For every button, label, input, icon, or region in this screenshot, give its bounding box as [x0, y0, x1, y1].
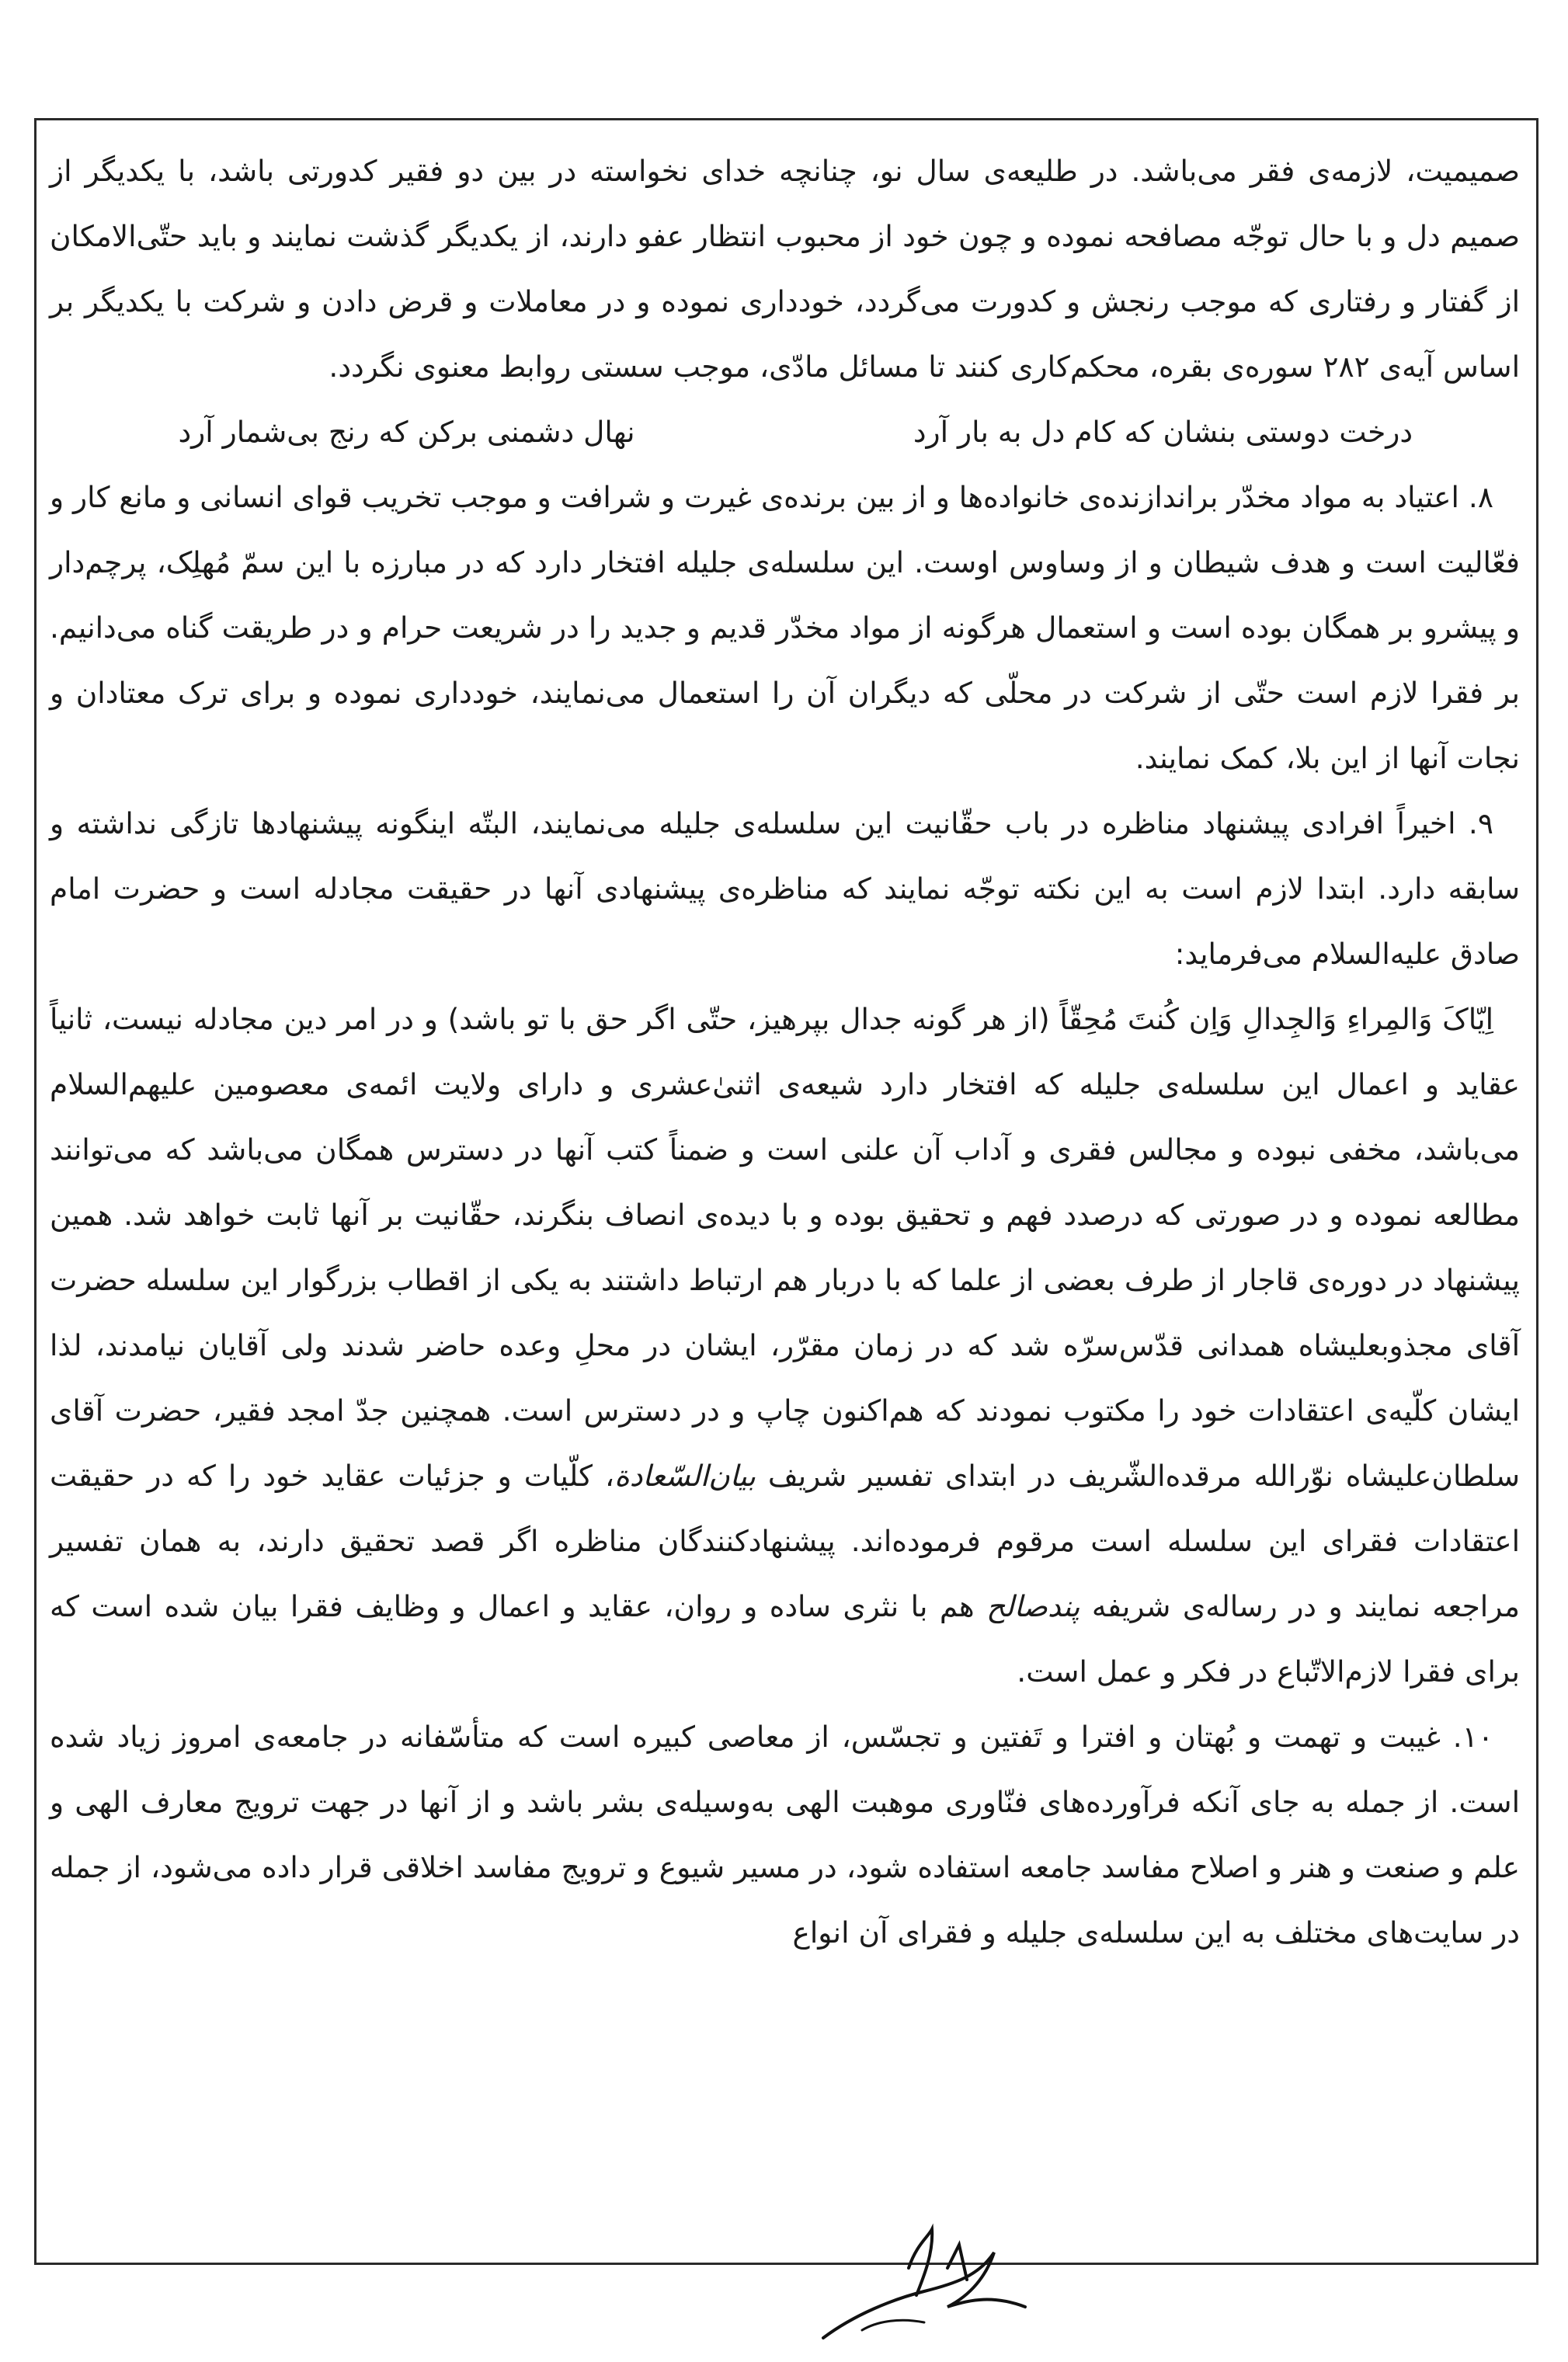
book-title-bayan: بیان‌السّعادة [614, 1459, 756, 1493]
paragraph-9-text-4: هم با نثری ساده و روان، عقاید و اعمال و وظایف فقرا بیان شده است که برای فقرا لازم‌الاتّباع در فکر و عمل است. [50, 1589, 1520, 1689]
hadith-quote: اِیّاکَ وَالمِراءِ وَالجِدالِ وَاِن کُنتَ مُحِقّاً [1059, 1002, 1493, 1036]
document-body [50, 138, 1520, 1965]
verse-second-hemistich: نهال دشمنی برکن که رنج بی‌شمار آرد [178, 415, 635, 449]
paragraph-9-text-2: در ابتدای تفسیر شریف [755, 1459, 1069, 1493]
paragraph-8: ۸. اعتیاد به مواد مخدّر براندازنده‌ی خانواده‌ها و از بین برنده‌ی غیرت و شرافت و موجب تخریب قوای انسانی و مانع کار و فعّالیت است و هدف شیطان و از وساوس اوست. این سلسله‌ی جلیله افتخار دارد که در مبارزه با این سمّ مُهلِک، پرچم‌دار و پیشرو بر همگان بوده است و استعمال هرگونه از مواد مخدّر قدیم و جدید را در شریعت حرام و در طریقت گناه می‌دانیم. بر فقرا لازم است حتّی از شرکت در محلّی که دیگران آن را استعمال می‌نمایند، خودداری نموده و برای ترک معتادان و نجات آنها از این بلا، کمک نمایند. [50, 480, 1520, 775]
paragraph-9-text: (از هر گونه جدال بپرهیز، حتّی اگر حق با تو باشد) و در امر دین مجادله نیست، ثانیاً عقاید و اعمال این سلسله‌ی جلیله که افتخار دارد شیعه‌ی اثنیٰ‌عشری و دارای ولایت ائمه‌ی معصومین علیهم‌السلام می‌باشد، مخفی نبوده و مجالس فقری و آداب آن علنی است و ضمناً کتب آنها در دسترس همگان می‌باشد که می‌توانند مطالعه نموده و در صورتی که درصدد فهم و تحقیق بوده و با دیده‌ی انصاف بنگرند، حقّانیت بر آنها ثابت خواهد شد. همین پیشنهاد در دوره‌ی قاجار از طرف بعضی از علما که با دربار هم ارتباط داشتند به یکی از اقطاب بزرگوار این سلسله حضرت آقای مجذوبعلیشاه همدانی قدّس‌سرّه شد که در زمان مقرّر، ایشان در محلِ وعده حاضر شدند ولی آقایان نیامدند، لذا ایشان کلّیه‌ی اعتقادات خود را مکتوب نمودند که هم‌اکنون چاپ و در دسترس است. همچنین جدّ امجد فقیر، حضرت آقای سلطان‌علیشاه [50, 1002, 1520, 1493]
poetry-verse [50, 399, 1520, 464]
paragraph-7-continued: صمیمیت، لازمه‌ی فقر می‌باشد. در طلیعه‌ی سال نو، چنانچه خدای نخواسته در بین دو فقیر کدورتی باشد، با یکدیگر از صمیم دل و با حال توجّه مصافحه نموده و چون خود از محبوب انتظار عفو دارند، از یکدیگر گذشت نمایند و باید حتّی‌الامکان از گفتار و رفتاری که موجب رنجش و کدورت می‌گردد، خودداری نموده و در معاملات و قرض دادن و شرکت با یکدیگر بر اساس آیه‌ی ۲۸۲ سوره‌ی بقره، محکم‌کاری کنند تا مسائل مادّی، موجب سستی روابط معنوی نگردد. [50, 154, 1520, 384]
verse-first-hemistich: درخت دوستی بنشان که کام دل به بار آرد [913, 415, 1413, 449]
paragraph-9-continued [50, 986, 1520, 1704]
honorific-phrase: نوّرالله مرقده‌الشّریف [1068, 1459, 1333, 1493]
paragraph-9-text-3: ، کلّیات و جزئیات عقاید خود را که در حقیقت اعتقادات فقرای این سلسله است مرقوم فرموده‌اند. پیشنهادکنندگان مناظره اگر قصد تحقیق دارند، به همان تفسیر مراجعه نمایند و در رساله‌ی شریفه [50, 1459, 1520, 1623]
paragraph-9: ۹. اخیراً افرادی پیشنهاد مناظره در باب حقّانیت این سلسله‌ی جلیله می‌نمایند، البتّه اینگونه پیشنهادها تازگی نداشته و سابقه دارد. ابتدا لازم است به این نکته توجّه نمایند که مناظره‌ی پیشنهادی آنها در حقیقت مجادله است و حضرت امام صادق علیه‌السلام می‌فرماید: [50, 806, 1520, 971]
book-title-pand: پندصالح [986, 1589, 1080, 1623]
signature-icon [792, 2221, 1056, 2346]
paragraph-10: ۱۰. غیبت و تهمت و بُهتان و افترا و تَفتین و تجسّس، از معاصی کبیره است که متأسّفانه در جامعه‌ی امروز زیاد شده است. از جمله به جای آنکه فرآورده‌های فنّاوری موهبت الهی به‌وسیله‌ی بشر باشد و از آنها در جهت ترویج معارف الهی و علم و صنعت و هنر و اصلاح مفاسد جامعه استفاده شود، در مسیر شیوع و ترویج مفاسد اخلاقی قرار داده می‌شود، از جمله در سایت‌های مختلف به این سلسله‌ی جلیله و فقرای آن انواع [50, 1720, 1520, 1950]
